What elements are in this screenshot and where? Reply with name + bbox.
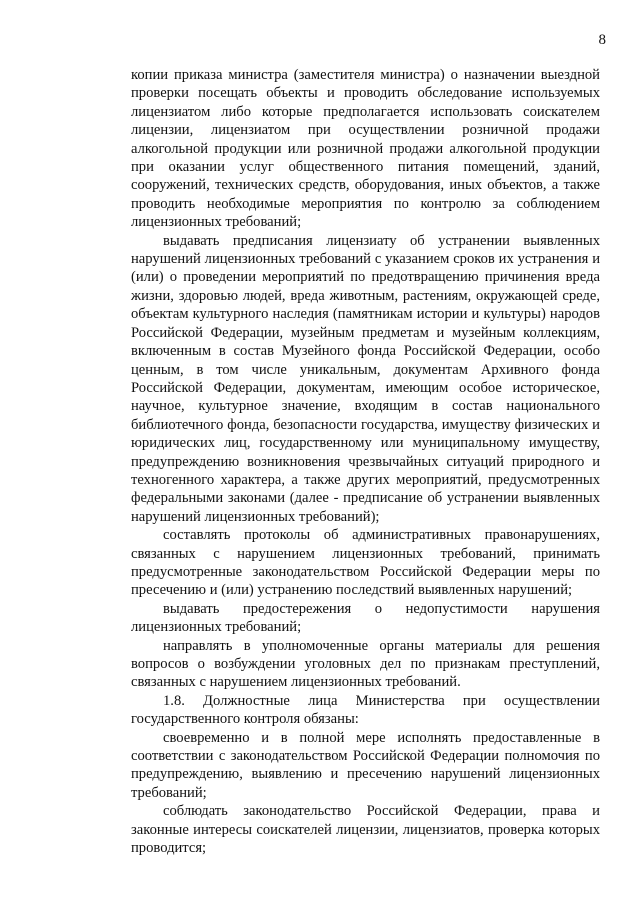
document-body bbox=[131, 66, 600, 857]
paragraph: выдавать предостережения о недопустимости нарушения лицензионных требований; bbox=[131, 600, 600, 636]
page-number: 8 bbox=[598, 32, 606, 48]
paragraph: копии приказа министра (заместителя министра) о назначении выездной проверки посещать объекты и проводить обследование используемых лицензиатом либо которые предполагается использовать соискателем лицензии, лицензиатом при осуществлении розничной продажи алкогольной продукции или розничной продажи алкогольной продукции при оказании услуг общественного питания помещений, зданий, сооружений, технических средств, оборудования, иных объектов, а также проводить необходимые мероприятия по контролю за соблюдением лицензионных требований; bbox=[131, 67, 600, 231]
paragraph: направлять в уполномоченные органы материалы для решения вопросов о возбуждении уголовных дел по признакам преступлений, связанных с нарушением лицензионных требований. bbox=[131, 637, 600, 691]
paragraph: 1.8. Должностные лица Министерства при осуществлении государственного контроля обязаны: bbox=[131, 692, 600, 728]
paragraph: своевременно и в полной мере исполнять предоставленные в соответствии с законодательством Российской Федерации полномочия по предупреждению, выявлению и пресечению нарушений лицензионных требований; bbox=[131, 729, 600, 801]
paragraph: выдавать предписания лицензиату об устранении выявленных нарушений лицензионных требований с указанием сроков их устранения и (или) о проведении мероприятий по предотвращению причинения вреда жизни, здоровью людей, вреда животным, растениям, окружающей среде, объектам культурного наследия (памятникам истории и культуры) народов Российской Федерации, музейным предметам и музейным коллекциям, включенным в состав Музейного фонда Российской Федерации, особо ценным, в том числе уникальным, документам Архивного фонда Российской Федерации, документам, имеющим особое историческое, научное, культурное значение, входящим в состав национального библиотечного фонда, безопасности государства, имуществу физических и юридических лиц, государственному или муниципальному имуществу, предупреждению возникновения чрезвычайных ситуаций природного и техногенного характера, а также других мероприятий, предусмотренных федеральными законами (далее - предписание об устранении выявленных нарушений лицензионных требований); bbox=[131, 232, 600, 525]
paragraph: соблюдать законодательство Российской Федерации, права и законные интересы соискателей лицензии, лицензиатов, проверка которых проводится; bbox=[131, 803, 600, 857]
paragraph: составлять протоколы об административных правонарушениях, связанных с нарушением лицензионных требований, принимать предусмотренные законодательством Российской Федерации меры по пресечению и (или) устранению последствий выявленных нарушений; bbox=[131, 527, 600, 599]
